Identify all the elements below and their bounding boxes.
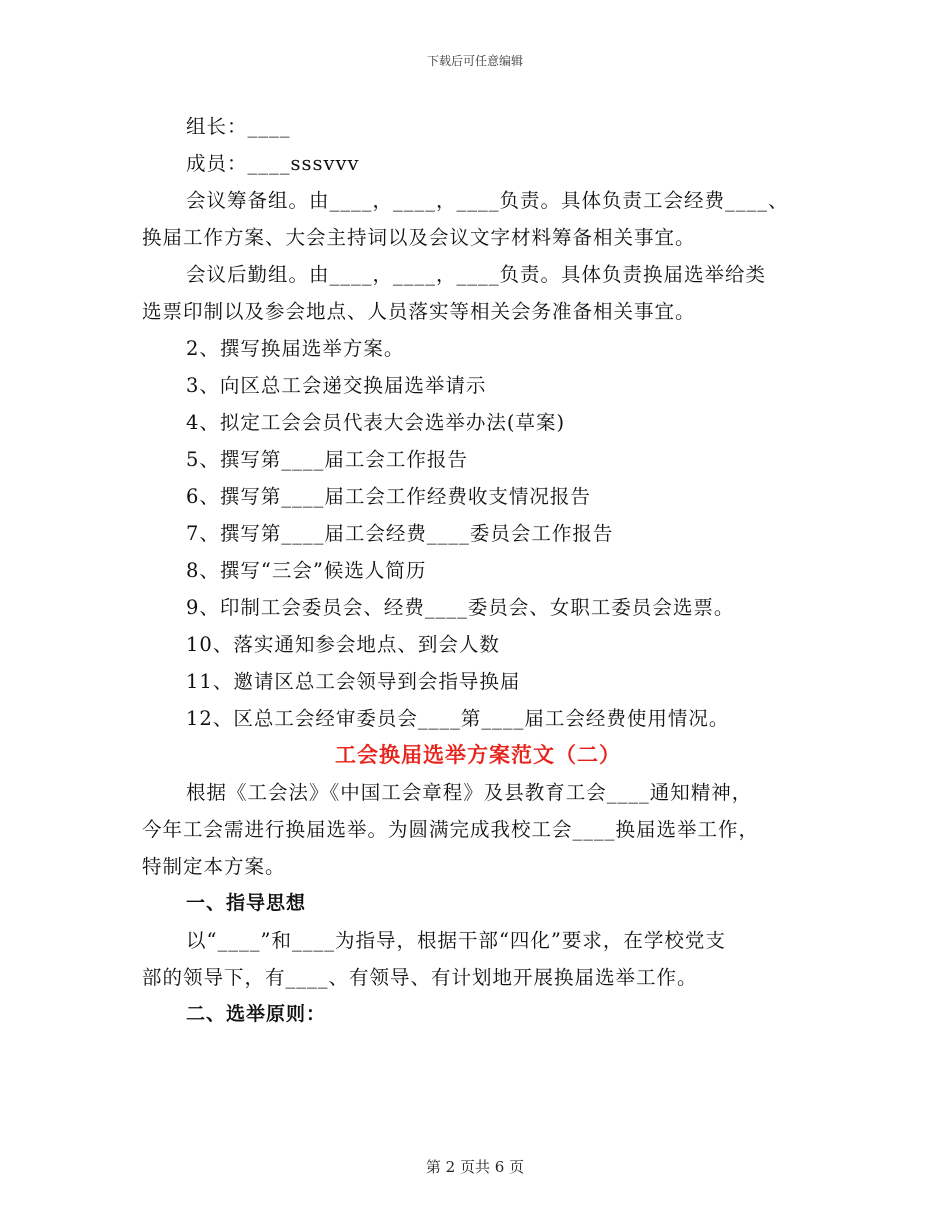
list-item-11: 11、邀请区总工会领导到会指导换届 [186, 670, 521, 693]
guiding-line-2: 部的领导下，有____、有领导、有计划地开展换届选举工作。 [142, 966, 698, 989]
prep-group-line-2: 换届工作方案、大会主持词以及会议文字材料筹备相关事宜。 [142, 226, 696, 249]
intro-line-2: 今年工会需进行换届选举。为圆满完成我校工会____换届选举工作， [142, 818, 760, 841]
members-line: 成员：____sssvvv [186, 152, 360, 175]
prep-group-line-1: 会议筹备组。由____，____，____负责。具体负责工会经费____、 [186, 189, 789, 212]
page-footer: 第 2 页共 6 页 [425, 1158, 525, 1176]
list-item-12: 12、区总工会经审委员会____第____届工会经费使用情况。 [186, 707, 730, 730]
intro-line-1: 根据《工会法》《中国工会章程》及县教育工会____通知精神， [186, 781, 753, 804]
list-item-4: 4、拟定工会会员代表大会选举办法(草案) [186, 411, 566, 434]
section-title: 工会换届选举方案范文（二） [335, 743, 621, 767]
list-item-3: 3、向区总工会递交换届选举请示 [186, 374, 487, 397]
heading-guiding-thought: 一、指导思想 [186, 892, 307, 914]
document-body [142, 108, 814, 1033]
list-item-5: 5、撰写第____届工会工作报告 [186, 448, 468, 471]
list-item-6: 6、撰写第____届工会工作经费收支情况报告 [186, 485, 591, 508]
logistics-group-line-1: 会议后勤组。由____，____，____负责。具体负责换届选举给类 [186, 263, 767, 286]
list-item-8: 8、撰写“三会”候选人简历 [186, 559, 427, 582]
list-item-7: 7、撰写第____届工会经费____委员会工作报告 [186, 522, 614, 545]
intro-line-3: 特制定本方案。 [142, 855, 286, 878]
page-header: 下载后可任意编辑 [426, 54, 523, 68]
list-item-2: 2、撰写换届选举方案。 [186, 337, 405, 360]
heading-election-principles: 二、选举原则： [186, 1003, 327, 1025]
logistics-group-line-2: 选票印制以及参会地点、人员落实等相关会务准备相关事宜。 [142, 300, 696, 323]
guiding-line-1: 以“____”和____为指导，根据干部“四化”要求，在学校党支 [186, 929, 726, 952]
leader-line: 组长：____ [186, 115, 291, 138]
list-item-10: 10、落实通知参会地点、到会人数 [186, 633, 500, 656]
list-item-9: 9、印制工会委员会、经费____委员会、女职工委员会选票。 [186, 596, 735, 619]
